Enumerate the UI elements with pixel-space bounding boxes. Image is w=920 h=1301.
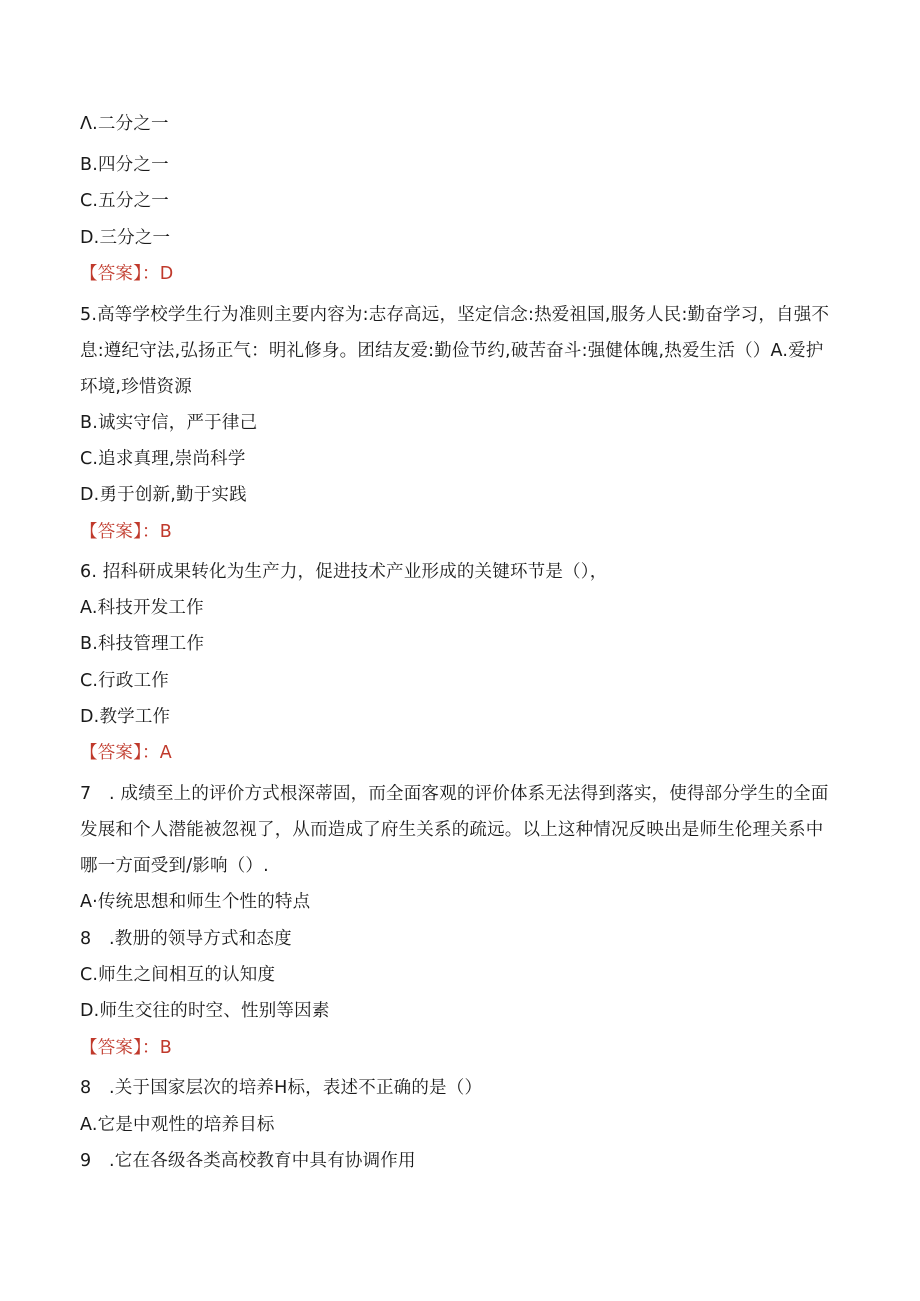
option-b-q6: B.科技管理工作 [80, 634, 205, 654]
answer-q6: 【答案】：A [80, 743, 172, 763]
option-c-q6: C.行政工作 [80, 671, 169, 691]
question-5: 5.高等学校学生行为准则主要内容为:志存高远，坚定信念:热爱祖国,服务人民:勤奋学习，自强不息:遵纪守法,弘扬正气：明礼修身。团结友爱:勤俭节约,破苦奋斗:强健体魄,热爱生活（）A.爱护环境,珍惜资源 [80, 305, 830, 397]
option-b-q8: 9 .它在各级各类高校教育中具有协调作用 [80, 1151, 416, 1171]
answer-q5: 【答案】：B [80, 522, 172, 542]
option-b-q7: 8 .教册的领导方式和态度 [80, 929, 292, 949]
option-a-q8: A.它是中观性的培养目标 [80, 1115, 275, 1135]
option-d-q7: D.师生交往的时空、性别等因素 [80, 1001, 330, 1021]
option-c-q4: C.五分之一 [80, 191, 169, 211]
option-d-q5: D.勇于创新,勤于实践 [80, 485, 247, 505]
option-d-q6: D.教学工作 [80, 707, 171, 727]
answer-q4: 【答案】：D [80, 264, 174, 284]
question-6: 6. 招科研成果转化为生产力，促进技术产业形成的关键环节是（）， [80, 562, 608, 582]
question-7: 7 . 成绩至上的评价方式根深蒂固，而全面客观的评价体系无法得到落实，使得部分学生的全面发展和个人潜能被忽视了，从而造成了府生关系的疏远。以上这种情况反映出是师生伦理关系中哪一方面受到/影响（）. [80, 784, 829, 876]
option-a-q4: Λ.二分之一 [80, 114, 169, 134]
option-b-q5: B.诚实守信，严于律己 [80, 413, 258, 433]
option-d-q4: D.三分之一 [80, 228, 171, 248]
option-c-q5: C.追求真理,崇尚科学 [80, 449, 246, 469]
answer-q7: 【答案】：B [80, 1038, 172, 1058]
question-8: 8 .关于国家层次的培养H标，表述不正确的是（） [80, 1078, 483, 1098]
option-a-q6: A.科技开发工作 [80, 598, 204, 618]
option-b-q4: B.四分之一 [80, 155, 169, 175]
option-a-q7: A·传统思想和师生个性的特点 [80, 892, 311, 912]
option-c-q7: C.师生之间相互的认知度 [80, 965, 276, 985]
